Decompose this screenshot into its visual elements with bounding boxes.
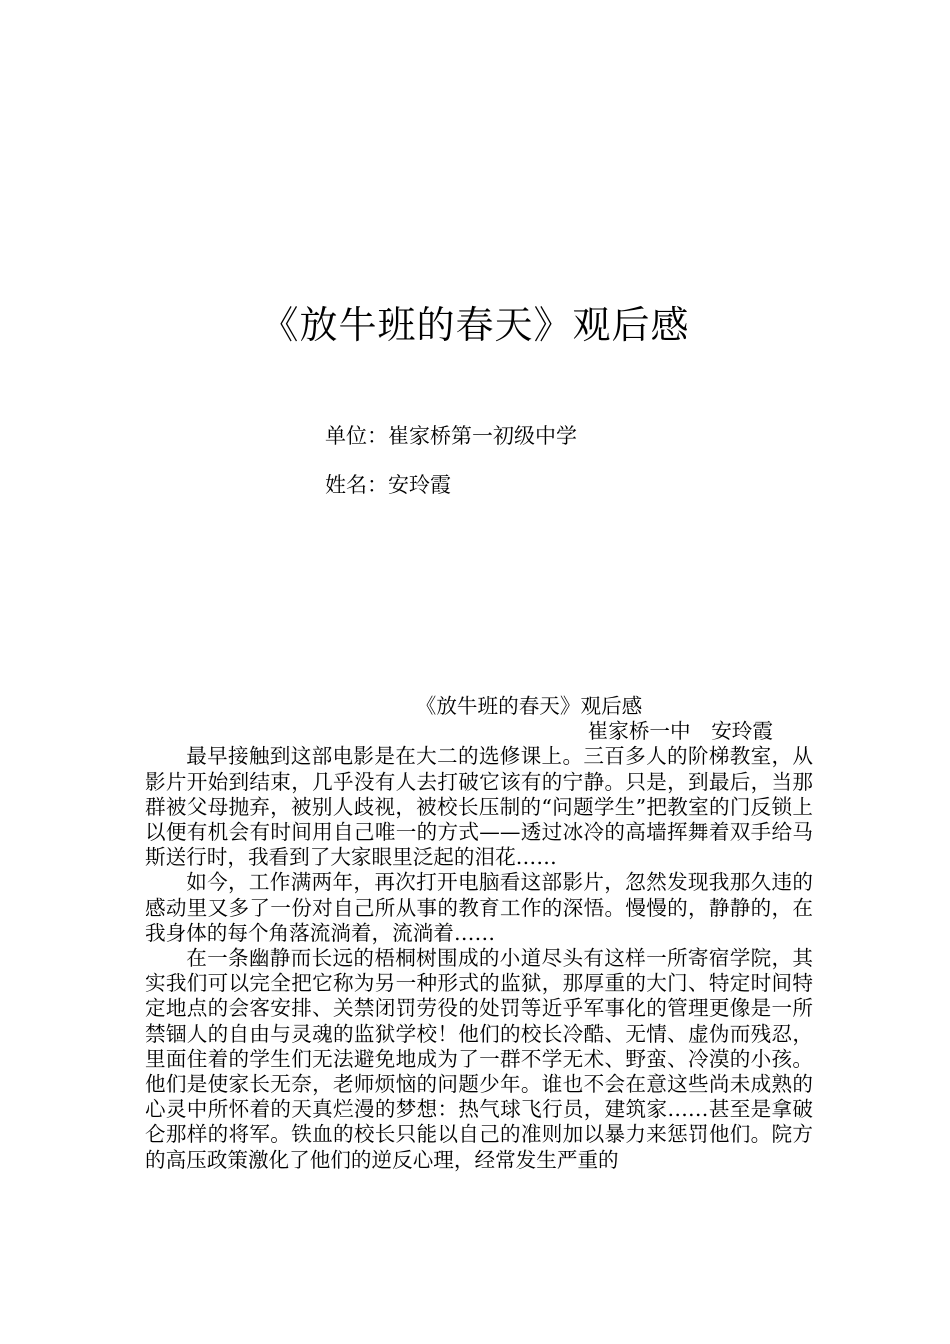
cover-unit: 单位：崔家桥第一初级中学 — [325, 424, 577, 448]
cover-title: 《放牛班的春天》观后感 — [260, 303, 690, 347]
article-paragraph: 最早接触到这部电影是在大二的选修课上。三百多人的阶梯教室，从影片开始到结束，几乎没有人去打破它该有的宁静。只是，到最后，当那群被父母抛弃，被别人歧视，被校长压制的“问题学生”把教室的门反锁上以便有机会有时间用自己唯一的方式——透过冰冷的高墙挥舞着双手给马斯送行时，我看到了大家眼里泛起的泪花…… — [145, 744, 813, 870]
article-body — [145, 694, 813, 1173]
article-byline: 崔家桥一中 安玲霞 — [587, 719, 773, 744]
article-paragraph: 如今，工作满两年，再次打开电脑看这部影片，忽然发现我那久违的感动里又多了一份对自己所从事的教育工作的深悟。慢慢的，静静的，在我身体的每个角落流淌着，流淌着…… — [145, 870, 813, 945]
article-title: 《放牛班的春天》观后感 — [415, 694, 643, 718]
cover-author-name: 姓名：安玲霞 — [325, 473, 451, 497]
article-paragraph: 在一条幽静而长远的梧桐树围成的小道尽头有这样一所寄宿学院，其实我们可以完全把它称为另一种形式的监狱，那厚重的大门、特定时间特定地点的会客安排、关禁闭罚劳役的处罚等近乎军事化的管理更像是一所禁锢人的自由与灵魂的监狱学校！他们的校长冷酷、无情、虚伪而残忍，里面住着的学生们无法避免地成为了一群不学无术、野蛮、冷漠的小孩。他们是使家长无奈，老师烦恼的问题少年。谁也不会在意这些尚未成熟的心灵中所怀着的天真烂漫的梦想：热气球飞行员，建筑家……甚至是拿破仑那样的将军。铁血的校长只能以自己的准则加以暴力来惩罚他们。院方的高压政策激化了他们的逆反心理，经常发生严重的 — [145, 946, 813, 1172]
